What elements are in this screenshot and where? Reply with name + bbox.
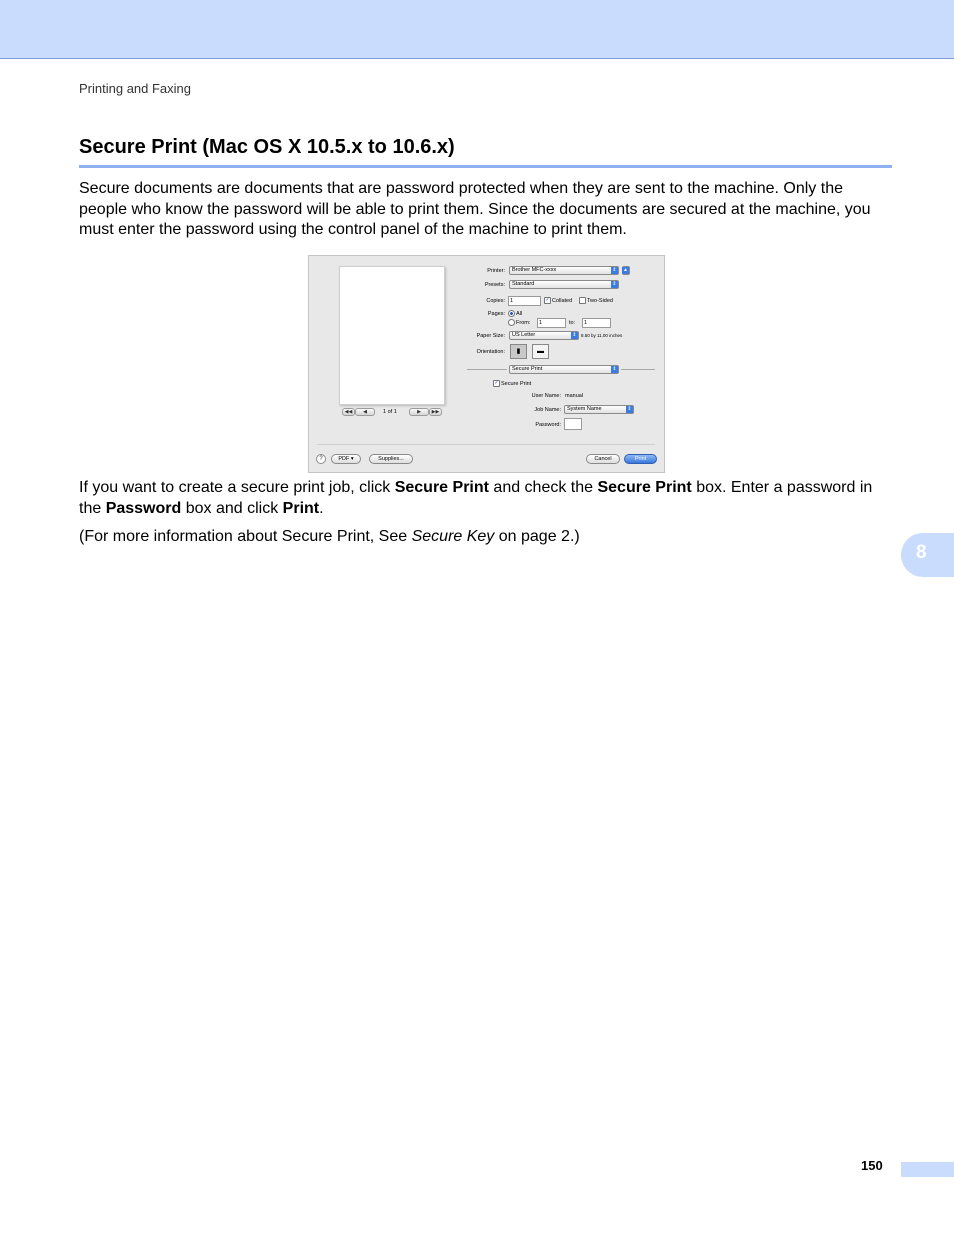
secure-print-checkbox-label: Secure Print xyxy=(501,381,532,387)
pages-all-label: All xyxy=(516,311,523,317)
presets-value: Standard xyxy=(512,281,535,287)
instruction-text: box and click xyxy=(181,499,283,517)
job-name-value: System Name xyxy=(567,406,602,412)
panel-value: Secure Print xyxy=(512,366,543,372)
job-name-popup[interactable] xyxy=(564,405,634,414)
landscape-orientation-icon[interactable]: ▬ xyxy=(532,344,549,359)
footer-divider xyxy=(317,444,655,445)
printer-popup[interactable] xyxy=(509,266,619,275)
chevron-updown-icon: ⇕ xyxy=(627,406,632,412)
from-label: From: xyxy=(516,320,531,326)
running-head: Printing and Faxing xyxy=(79,81,192,96)
cancel-button[interactable]: Cancel xyxy=(586,454,620,464)
printer-value: Brother MFC-xxxx xyxy=(512,267,557,273)
reference-text: (For more information about Secure Print, See xyxy=(79,528,412,545)
paper-size-label: Paper Size: xyxy=(476,333,505,339)
collated-checkbox[interactable]: ✓ xyxy=(545,297,550,303)
expand-dialog-button[interactable] xyxy=(622,266,630,275)
paper-dimensions: 8.50 by 11.00 inches xyxy=(581,333,623,338)
instruction-text: and check the xyxy=(488,479,598,496)
to-field[interactable]: 1 xyxy=(582,318,611,328)
page-preview xyxy=(339,266,445,405)
copies-label: Copies: xyxy=(486,298,505,304)
printer-label: Printer: xyxy=(487,268,505,274)
instruction-text: If you want to create a secure print job, click xyxy=(79,479,395,496)
first-page-button[interactable]: ◀◀ xyxy=(342,408,355,416)
password-field[interactable] xyxy=(564,418,582,430)
paper-size-popup[interactable] xyxy=(509,331,579,340)
page-counter: 1 of 1 xyxy=(383,409,397,415)
chevron-up-icon: ▲ xyxy=(623,267,628,273)
pages-label: Pages: xyxy=(487,311,505,317)
reference-text: on page 2.) xyxy=(494,528,580,545)
secure-key-link[interactable]: Secure Key xyxy=(411,528,495,545)
divider-right xyxy=(621,369,655,370)
panel-popup[interactable] xyxy=(509,365,619,374)
help-icon[interactable]: ? xyxy=(316,454,326,464)
orientation-label: Orientation: xyxy=(476,349,505,355)
pages-all-radio[interactable] xyxy=(508,310,515,317)
presets-label: Presets: xyxy=(484,282,505,288)
print-dialog-screenshot xyxy=(308,255,665,473)
from-field[interactable]: 1 xyxy=(537,318,566,328)
secure-print-term: Secure Print xyxy=(597,479,692,496)
chapter-number: 8 xyxy=(916,542,927,563)
pages-from-radio[interactable] xyxy=(508,319,515,326)
print-term: Print xyxy=(282,499,320,517)
secure-print-term: Secure Print xyxy=(394,479,489,496)
page-number-bar xyxy=(901,1162,954,1177)
password-label: Password: xyxy=(535,422,561,428)
two-sided-checkbox[interactable] xyxy=(579,297,586,304)
intro-paragraph: Secure documents are documents that are password protected when they are sent to the machine. Only the people who know the password will be able to print them. Since the documents are secured at the machine, you must enter the password using the control panel of the machine to print them. xyxy=(79,180,871,238)
password-term: Password xyxy=(105,499,182,517)
reference-paragraph xyxy=(79,527,894,548)
two-sided-label: Two-Sided xyxy=(587,298,613,304)
chevron-updown-icon: ⇕ xyxy=(572,332,577,338)
title-rule xyxy=(79,165,892,168)
collated-label: Collated xyxy=(552,298,573,304)
divider-left xyxy=(467,369,507,370)
to-label: to: xyxy=(569,320,576,326)
header-band xyxy=(0,0,954,59)
chevron-updown-icon: ⇕ xyxy=(612,366,617,372)
portrait-orientation-icon[interactable]: ▮ xyxy=(510,344,527,359)
presets-popup[interactable] xyxy=(509,280,619,289)
section-title: Secure Print (Mac OS X 10.5.x to 10.6.x) xyxy=(79,136,455,158)
copies-field[interactable]: 1 xyxy=(508,296,541,306)
instruction-paragraph xyxy=(79,478,894,519)
page-number: 150 xyxy=(861,1158,883,1173)
print-button[interactable]: Print xyxy=(624,454,657,464)
prev-page-button[interactable]: ◀ xyxy=(355,408,375,416)
secure-print-checkbox[interactable]: ✓ xyxy=(494,380,499,386)
last-page-button[interactable]: ▶▶ xyxy=(429,408,442,416)
chapter-tab xyxy=(901,533,954,577)
instruction-text: . xyxy=(319,499,324,517)
supplies-button[interactable]: Supplies... xyxy=(369,454,413,464)
chevron-updown-icon: ⇕ xyxy=(612,267,617,273)
chevron-updown-icon: ⇕ xyxy=(612,281,617,287)
job-name-label: Job Name: xyxy=(534,407,561,413)
pdf-button[interactable]: PDF ▾ xyxy=(331,454,361,464)
instruction-text: box. Enter a password in the xyxy=(79,479,873,517)
user-name-value: manual xyxy=(565,393,584,399)
paper-size-value: US Letter xyxy=(512,332,536,338)
next-page-button[interactable]: ▶ xyxy=(409,408,429,416)
user-name-label: User Name: xyxy=(531,393,561,399)
